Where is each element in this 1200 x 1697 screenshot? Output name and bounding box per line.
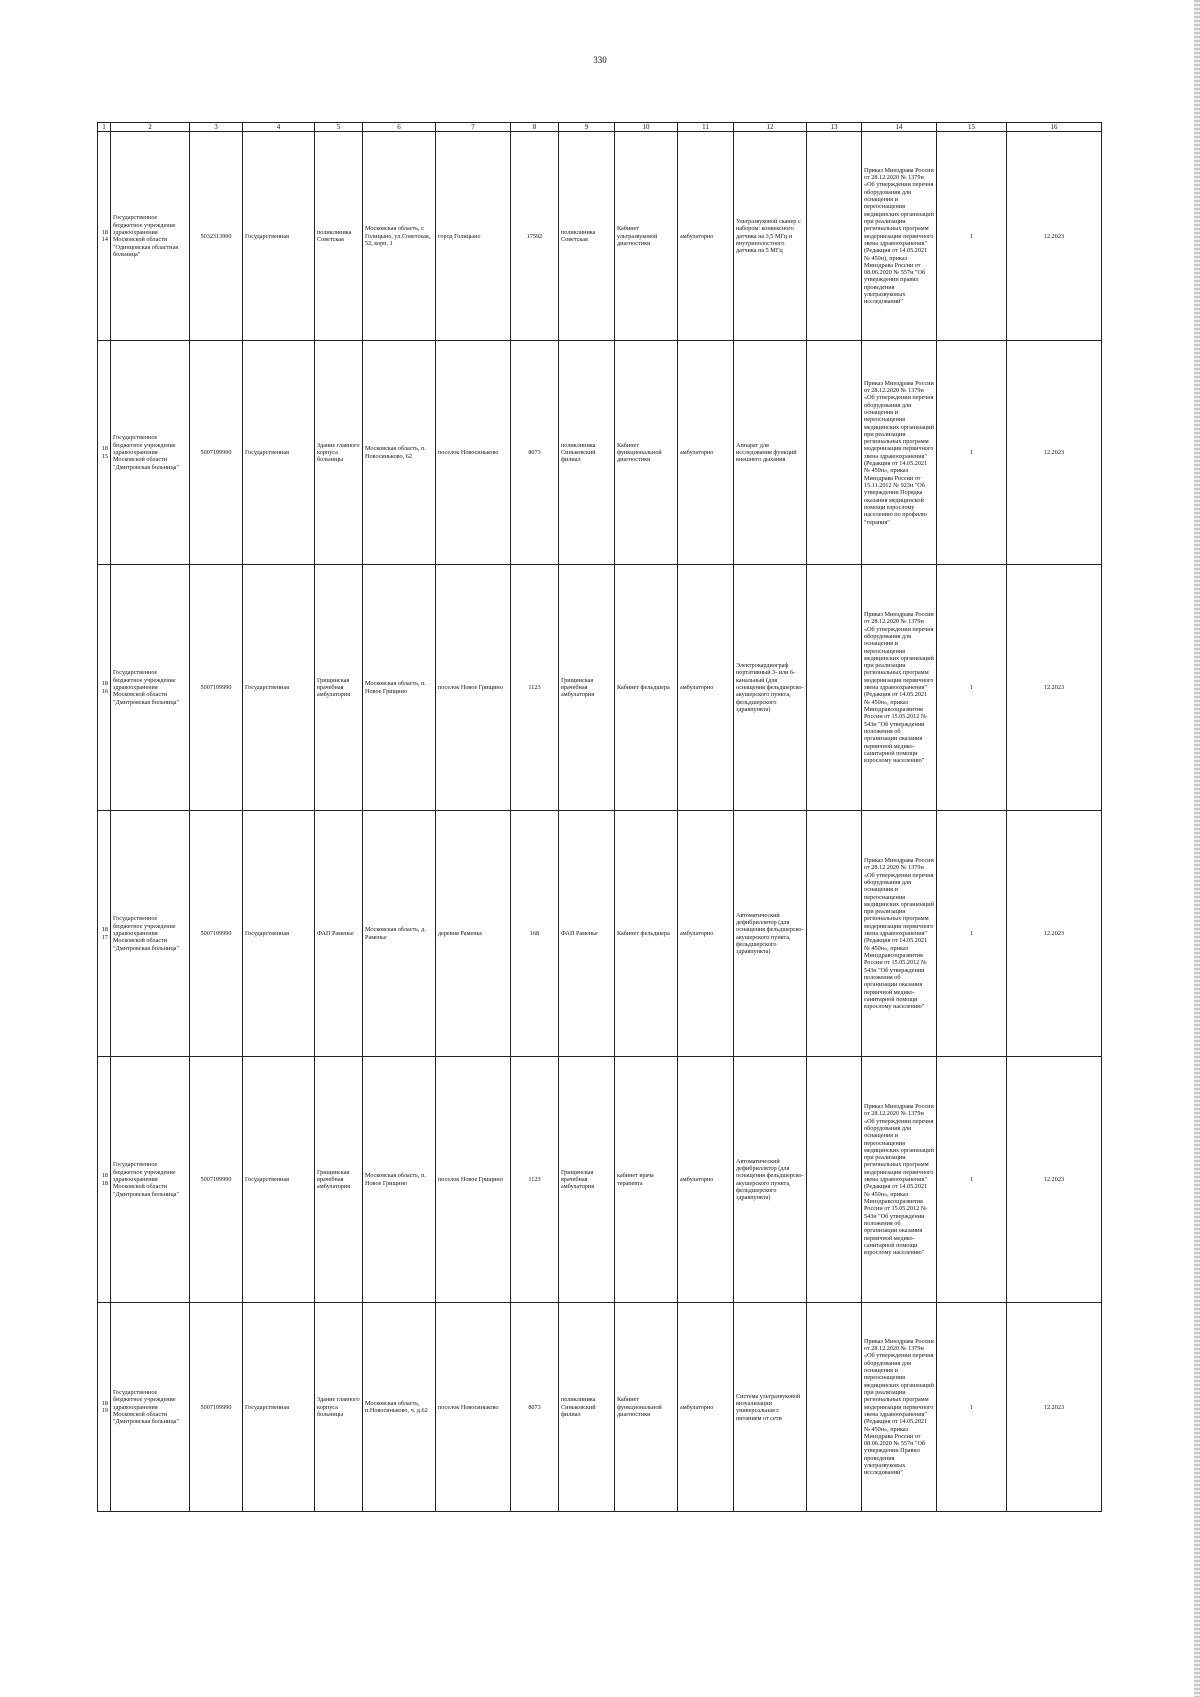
row-number: 1815: [98, 341, 111, 565]
column-number: 1: [98, 123, 111, 132]
equipment-name: Электрокардиограф портативный 3- или 6-канальный (для оснащения фельдшерско-акушерского пункта, фельдшерского здравпункта): [734, 565, 807, 811]
settlement: поселок Новое Грищино: [436, 1057, 511, 1303]
column-number: 4: [243, 123, 315, 132]
subdivision: Грищинская врачебная амбулатория: [559, 1057, 615, 1303]
care-type: амбулаторно: [678, 811, 734, 1057]
settlement: деревня Раменье: [436, 811, 511, 1057]
delivery-date: 12.2023: [1007, 1057, 1102, 1303]
population: 17592: [511, 132, 559, 341]
building-name: Грищинская врачебная амбулатория: [315, 1057, 363, 1303]
legal-basis: Приказ Минздрава России от 28.12.2020 № 1379н «Об утверждении перечня оборудования для оснащения и переоснащения медицинских организаций при реализации региональных программ модернизации первичного звена здравоохранения"(Редакция от 14.05.2021 № 450н», приказ Минздрава России от 08.06.2020 № 557н "Об утверждении Правил проведения ультразвуковых исследований": [862, 1303, 937, 1512]
population: 1123: [511, 565, 559, 811]
building-name: ФАП Раменье: [315, 811, 363, 1057]
subdivision: поликлиника Синьковский филиал: [559, 341, 615, 565]
column-number: 15: [937, 123, 1007, 132]
equipment-registry-table: [97, 122, 1102, 1512]
equipment-name: Аппарат для исследования функций внешнего дыхания: [734, 341, 807, 565]
legal-basis: Приказ Минздрава России от 28.12.2020 № 1379н «Об утверждении перечня оборудования для оснащения и переоснащения медицинских организаций при реализации региональных программ модернизации первичного звена здравоохранения"(Редакция от 14.05.2021 № 450н», приказ Минздрава России от 15.11.2012 № 923н "Об утверждении Порядка оказания медицинской помощи взрослому населению по профилю "терапия": [862, 341, 937, 565]
row-number: 1817: [98, 811, 111, 1057]
address: Московская область, п. Новое Грищино: [363, 1057, 436, 1303]
settlement: поселок Новосиньково: [436, 341, 511, 565]
ownership-form: Государственная: [243, 341, 315, 565]
table-row: [98, 565, 1102, 811]
care-type: амбулаторно: [678, 1057, 734, 1303]
building-name: Здание главного корпуса больницы: [315, 1303, 363, 1512]
column-number: 11: [678, 123, 734, 132]
empty-cell: [807, 341, 862, 565]
column-number: 5: [315, 123, 363, 132]
institution-name: Государственное бюджетное учреждение здравоохранения Московской области "Дмитровская больница": [111, 341, 190, 565]
subdivision: Грищинская врачебная амбулатория: [559, 565, 615, 811]
institution-name: Государственное бюджетное учреждение здравоохранения Московской области "Дмитровская больница": [111, 1303, 190, 1512]
cabinet: Кабинет фельдшера: [615, 565, 678, 811]
institution-name: Государственное бюджетное учреждение здравоохранения Московской области "Дмитровская больница": [111, 565, 190, 811]
legal-basis: Приказ Минздрава России от 28.12.2020 № 1379н «Об утверждении перечня оборудования для оснащения и переоснащения медицинских организаций при реализации региональных программ модернизации первичного звена здравоохранения"(Редакция от 14.05.2021 № 450н», приказ Минздравсоцразвития России от 15.05.2012 № 543н "Об утверждении положения об организации оказания первичной медико-санитарной помощи взрослому населению": [862, 565, 937, 811]
table-row: [98, 811, 1102, 1057]
inn-code: 5007109990: [190, 1057, 243, 1303]
equipment-name: Автоматический дефибриллятор (для оснащения фельдшерско-акушерского пункта, фельдшерского здравпункта): [734, 1057, 807, 1303]
building-name: Грищинская врачебная амбулатория: [315, 565, 363, 811]
delivery-date: 12.2023: [1007, 341, 1102, 565]
quantity: 1: [937, 341, 1007, 565]
institution-name: Государственное бюджетное учреждение здравоохранения Московской области "Одинцовская областная больница": [111, 132, 190, 341]
legal-basis: Приказ Минздрава России от 28.12.2020 № 1379н «Об утверждении перечня оборудования для оснащения и переоснащения медицинских организаций при реализации региональных программ модернизации первичного звена здравоохранения"(Редакция от 14.05.2021 № 450н», приказ Минздравсоцразвития России от 15.05.2012 № 543н "Об утверждении положения об организации оказания первичной медико-санитарной помощи взрослому населению": [862, 1057, 937, 1303]
row-number: 1814: [98, 132, 111, 341]
delivery-date: 12.2023: [1007, 811, 1102, 1057]
address: Московская область, д. Раменье: [363, 811, 436, 1057]
subdivision: поликлиника Советская: [559, 132, 615, 341]
table-row: [98, 1057, 1102, 1303]
quantity: 1: [937, 132, 1007, 341]
quantity: 1: [937, 811, 1007, 1057]
column-number: 6: [363, 123, 436, 132]
equipment-name: Автоматический дефибриллятор (для оснащения фельдшерско-акушерского пункта, фельдшерского здравпункта): [734, 811, 807, 1057]
legal-basis: Приказ Минздрава России от 28.12.2020 № 1379н «Об утверждении перечня оборудования для оснащения и переоснащения медицинских организаций при реализации региональных программ модернизации первичного звена здравоохранения"(Редакция от 14.05.2021 № 450н», приказ Минздравсоцразвития России от 15.05.2012 № 543н "Об утверждении положения об организации оказания первичной медико-санитарной помощи взрослому населению": [862, 811, 937, 1057]
ownership-form: Государственная: [243, 811, 315, 1057]
address: Московская область, п.Новосиньково, ч. д.62: [363, 1303, 436, 1512]
ownership-form: Государственная: [243, 565, 315, 811]
column-number-row: [98, 123, 1102, 132]
table-row: [98, 341, 1102, 565]
table-row: [98, 1303, 1102, 1512]
address: Московская область, п. Новосиньково, 62: [363, 341, 436, 565]
quantity: 1: [937, 565, 1007, 811]
subdivision: поликлиника Синьковский филиал: [559, 1303, 615, 1512]
empty-cell: [807, 811, 862, 1057]
equipment-name: Ультразвуковой сканер с набором: конвексного датчика на 3,5 МГц и внутриполостного датчика на 5 МГц: [734, 132, 807, 341]
cabinet: Кабинет фельдшера: [615, 811, 678, 1057]
care-type: амбулаторно: [678, 132, 734, 341]
cabinet: Кабинет функциональной диагностики: [615, 341, 678, 565]
column-number: 2: [111, 123, 190, 132]
inn-code: 5007109990: [190, 341, 243, 565]
population: 8073: [511, 341, 559, 565]
ownership-form: Государственная: [243, 1057, 315, 1303]
ownership-form: Государственная: [243, 132, 315, 341]
column-number: 14: [862, 123, 937, 132]
row-number: 1818: [98, 1057, 111, 1303]
population: 8073: [511, 1303, 559, 1512]
population: 1123: [511, 1057, 559, 1303]
settlement: поселок Новое Грищино: [436, 565, 511, 811]
inn-code: 5007109990: [190, 565, 243, 811]
table-row: [98, 132, 1102, 341]
cabinet: кабинет врача терапевта: [615, 1057, 678, 1303]
ownership-form: Государственная: [243, 1303, 315, 1512]
settlement: поселок Новосиньково: [436, 1303, 511, 1512]
care-type: амбулаторно: [678, 341, 734, 565]
column-number: 16: [1007, 123, 1102, 132]
column-number: 8: [511, 123, 559, 132]
column-number: 10: [615, 123, 678, 132]
empty-cell: [807, 132, 862, 341]
settlement: город Голицыно: [436, 132, 511, 341]
delivery-date: 12.2023: [1007, 565, 1102, 811]
inn-code: 5007109990: [190, 1303, 243, 1512]
empty-cell: [807, 1303, 862, 1512]
cabinet: Кабинет ультразвуковой диагностики: [615, 132, 678, 341]
scan-edge: [1194, 0, 1200, 1697]
column-number: 12: [734, 123, 807, 132]
column-number: 13: [807, 123, 862, 132]
equipment-name: Система ультразвуковой визуализации универсальная с питанием от сети: [734, 1303, 807, 1512]
column-number: 3: [190, 123, 243, 132]
population: 168: [511, 811, 559, 1057]
quantity: 1: [937, 1057, 1007, 1303]
column-number: 7: [436, 123, 511, 132]
empty-cell: [807, 1057, 862, 1303]
row-number: 1819: [98, 1303, 111, 1512]
cabinet: Кабинет функциональной диагностики: [615, 1303, 678, 1512]
building-name: поликлиника Советская: [315, 132, 363, 341]
care-type: амбулаторно: [678, 1303, 734, 1512]
address: Московская область, п. Новое Грищино: [363, 565, 436, 811]
column-number: 9: [559, 123, 615, 132]
address: Московская область, г. Голицыно, ул.Советская, 52, корп. 1: [363, 132, 436, 341]
row-number: 1816: [98, 565, 111, 811]
quantity: 1: [937, 1303, 1007, 1512]
delivery-date: 12.2023: [1007, 1303, 1102, 1512]
institution-name: Государственное бюджетное учреждение здравоохранения Московской области "Дмитровская больница": [111, 811, 190, 1057]
subdivision: ФАП Раменье: [559, 811, 615, 1057]
inn-code: 5007109990: [190, 811, 243, 1057]
building-name: Здание главного корпуса больницы: [315, 341, 363, 565]
institution-name: Государственное бюджетное учреждение здравоохранения Московской области "Дмитровская больница": [111, 1057, 190, 1303]
inn-code: 5032313990: [190, 132, 243, 341]
care-type: амбулаторно: [678, 565, 734, 811]
legal-basis: Приказ Минздрава России от 28.12.2020 № 1379н «Об утверждении перечня оборудования для оснащения и переоснащения медицинских организаций при реализации региональных программ модернизации первичного звена здравоохранения"(Редакция от 14.05.2021 № 450н), приказ Минздрава России от 08.06.2020 № 557н "Об утверждении правил проведения ультразвуковых исследований": [862, 132, 937, 341]
empty-cell: [807, 565, 862, 811]
delivery-date: 12.2023: [1007, 132, 1102, 341]
page-number: 330: [593, 55, 607, 65]
